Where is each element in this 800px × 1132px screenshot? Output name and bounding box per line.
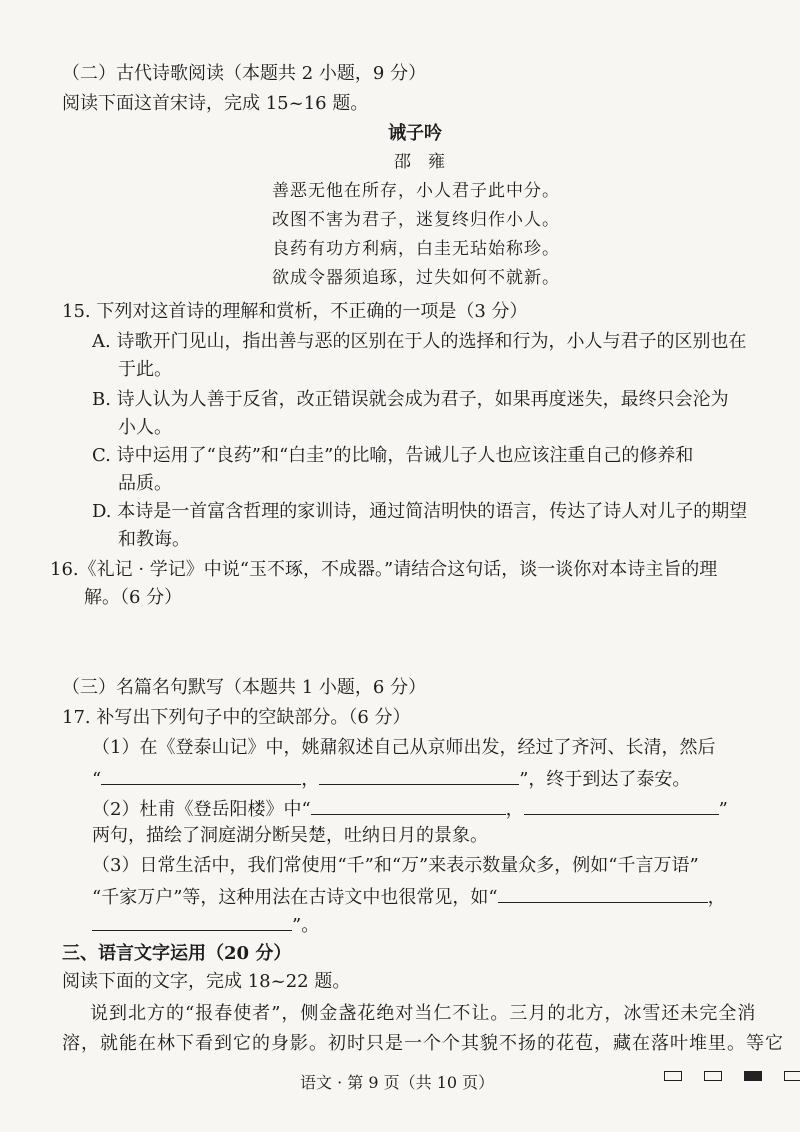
option-c-line1: C. 诗中运用了“良药”和“白圭”的比喻，告诫儿子人也应该注重自己的修养和 xyxy=(92,445,694,466)
answer-blank[interactable] xyxy=(92,912,292,931)
page-box xyxy=(704,1071,722,1081)
page-box-current xyxy=(744,1071,762,1081)
poem-line: 改图不害为君子，迷复终归作小人。 xyxy=(272,210,560,230)
q17-part3-line1: （3）日常生活中，我们常使用“千”和“万”来表示数量众多，例如“千言万语” xyxy=(92,855,699,876)
answer-blank[interactable] xyxy=(524,796,719,815)
question-15-stem: 15. 下列对这首诗的理解和赏析，不正确的一项是（3 分） xyxy=(62,301,528,322)
q17-part2-line2: 两句，描绘了洞庭湖分断吴楚，吐纳日月的景象。 xyxy=(92,825,488,846)
option-b-line2: 小人。 xyxy=(118,417,172,438)
page-box xyxy=(664,1071,682,1081)
option-a-line2: 于此。 xyxy=(118,359,172,380)
answer-blank[interactable] xyxy=(311,796,506,815)
answer-blank[interactable] xyxy=(319,766,519,785)
question-16-line2: 解。（6 分） xyxy=(84,587,183,608)
passage-line1: 说到北方的“报春使者”，侧金盏花绝对当仁不让。三月的北方，冰雪还未完全消 xyxy=(90,1003,757,1024)
option-d-line2: 和教诲。 xyxy=(118,529,190,550)
poem-line: 良药有功方利病，白圭无玷始称珍。 xyxy=(272,239,560,259)
answer-blank[interactable] xyxy=(498,884,708,903)
option-b-line1: B. 诗人认为人善于反省，改正错误就会成为君子，如果再度迷失，最终只会沦为 xyxy=(92,389,729,410)
page-box xyxy=(784,1071,800,1081)
passage-line2: 溶，就能在林下看到它的身影。初时只是一个个其貌不扬的花苞，藏在落叶堆里。等它 xyxy=(62,1033,784,1054)
option-c-line2: 品质。 xyxy=(118,473,172,494)
part-3-header: 三、语言文字运用（20 分） xyxy=(62,943,292,964)
section-2-header: （二）古代诗歌阅读（本题共 2 小题，9 分） xyxy=(62,63,427,84)
part-3-instruction: 阅读下面的文字，完成 18~22 题。 xyxy=(62,971,351,992)
answer-blank[interactable] xyxy=(101,766,301,785)
section-2-instruction: 阅读下面这首宋诗，完成 15~16 题。 xyxy=(62,93,369,114)
q17-part1-line1: （1）在《登泰山记》中，姚鼐叙述自己从京师出发，经过了齐河、长清，然后 xyxy=(92,737,716,758)
page-indicator-boxes xyxy=(664,1071,800,1081)
section-3-header: （三）名篇名句默写（本题共 1 小题，6 分） xyxy=(62,677,427,698)
q17-part1-line2: “ ， ”，终于到达了泰安。 xyxy=(92,766,690,792)
poem-author: 邵 雍 xyxy=(394,152,445,172)
page-footer: 语文 · 第 9 页（共 10 页） xyxy=(300,1073,495,1092)
question-16-line1: 16.《礼记 · 学记》中说“玉不琢，不成器。”请结合这句话，谈一谈你对本诗主旨的理 xyxy=(50,559,718,580)
q17-part2-line1: （2）杜甫《登岳阳楼》中“ ， ” xyxy=(92,796,728,822)
option-a-line1: A. 诗歌开门见山，指出善与恶的区别在于人的选择和行为，小人与君子的区别也在 xyxy=(92,331,747,352)
q17-part3-line2: “千家万户”等，这种用法在古诗文中也很常见，如“ ， xyxy=(92,884,726,910)
poem-line: 善恶无他在所存，小人君子此中分。 xyxy=(272,181,560,201)
q17-part3-line3: ”。 xyxy=(92,912,319,938)
poem-title: 诫子吟 xyxy=(388,123,442,144)
option-d-line1: D. 本诗是一首富含哲理的家训诗，通过简洁明快的语言，传达了诗人对儿子的期望 xyxy=(92,501,748,522)
poem-line: 欲成令器须追琢，过失如何不就新。 xyxy=(272,268,560,288)
question-17-stem: 17. 补写出下列句子中的空缺部分。（6 分） xyxy=(62,707,411,728)
